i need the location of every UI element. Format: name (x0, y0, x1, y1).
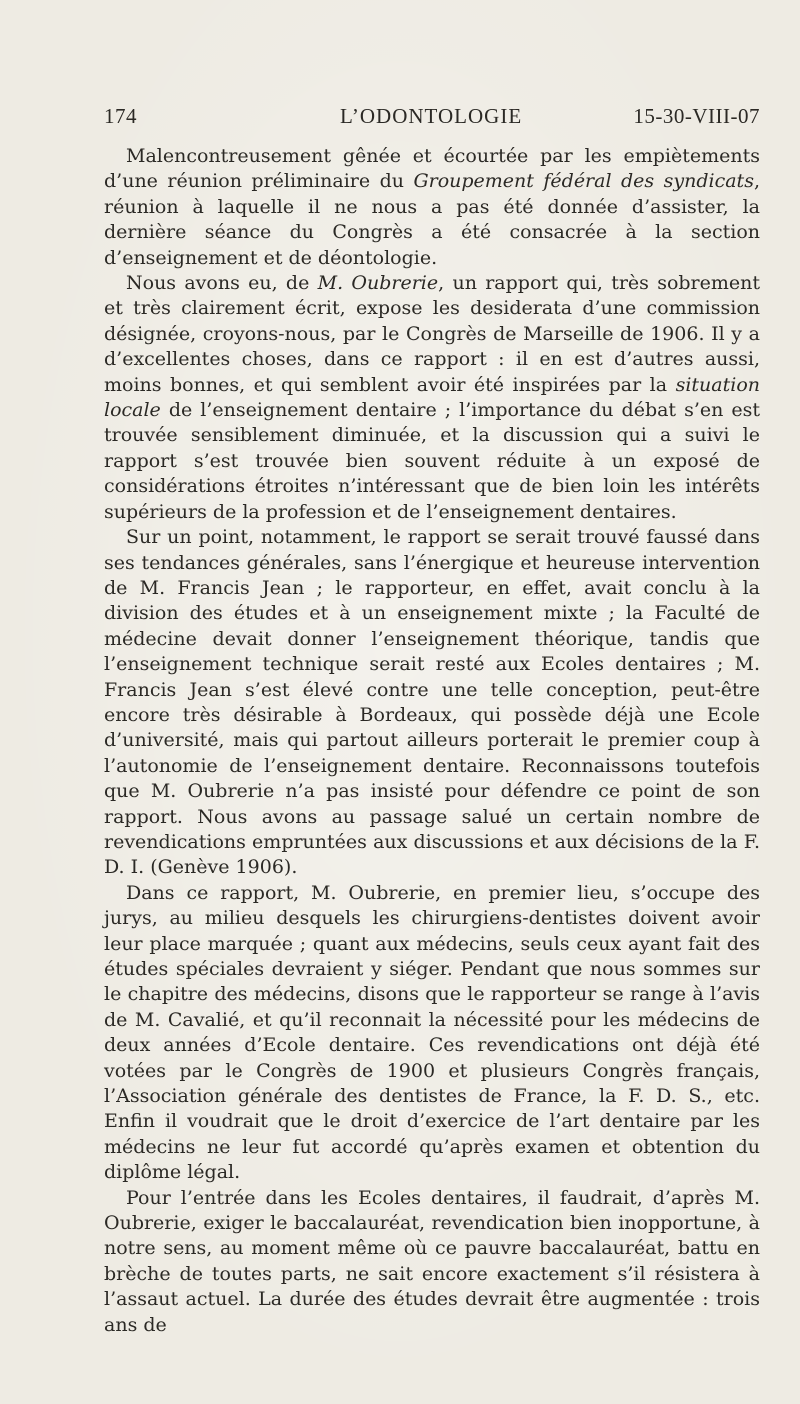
paragraph-text: , un rapport qui, très sobrement et très clairement écrit, expose les desiderata d’une commission désignée, croyons-nous, par le Congrès de Marseille de 1906. Il y a d’excellentes choses, dans ce rapport : il en est d’autres aussi, moins bonnes, et qui semblent avoir été inspirées par la (104, 272, 761, 396)
paragraph-text: , réunion à laquelle il ne nous a pas été donnée d’assister, la dernière séance du Congrès a été consacrée à la section d’enseignement et de déontologie. (104, 170, 760, 269)
italic-name: M. Oubrerie (317, 272, 439, 295)
paragraph-text: Malencontreusement gênée et écourtée par les empiètements d’une réunion préliminaire du (104, 145, 760, 193)
italic-phrase: Groupement fédéral des syndicats (413, 170, 754, 193)
paragraph-5 (104, 1186, 760, 1338)
paragraph-text: Dans ce rapport, M. Oubrerie, en premier lieu, s’occupe des jurys, au milieu desquels les chirurgiens-dentistes doivent avoir leur place marquée ; quant aux médecins, seuls ceux ayant fait des études spéciales devraient y siéger. Pendant que nous sommes sur le chapitre des médecins, disons que le rapporteur se range à l’avis de M. Cavalié, et qu’il reconnait la nécessité pour les médecins de deux années d’Ecole dentaire. Ces revendications ont déjà été votées par le Congrès de 1900 et plusieurs Congrès français, l’Association générale des dentistes de France, la F. D. S., etc. Enfin il voudrait que le droit d’exercice de l’art dentaire par les médecins ne leur fut accordé qu’après examen et obtention du diplôme légal. (104, 881, 760, 1184)
issue-date: 15-30-VIII-07 (633, 104, 760, 128)
paragraph-2 (104, 271, 760, 525)
italic-phrase: situation locale (104, 373, 760, 422)
paragraph-1 (104, 144, 760, 271)
page-number: 174 (104, 104, 137, 128)
paragraph-text: Nous avons eu, de (126, 272, 318, 295)
paragraph-4 (104, 881, 760, 1186)
journal-title: L’ODONTOLOGIE (340, 104, 523, 128)
paragraph-text: Pour l’entrée dans les Ecoles dentaires, il faudrait, d’après M. Oubrerie, exiger le baccalauréat, revendication bien inopportune, à notre sens, au moment même où ce pauvre baccalauréat, battu en brèche de toutes parts, ne sait encore exactement s’il résistera à l’assaut actuel. La durée des études devrait être augmentée : trois ans de (104, 1186, 760, 1336)
paragraph-text: de l’enseignement dentaire ; l’importance du débat s’en est trouvée sensiblement diminuée, et la discussion qui a suivi le rapport s’est trouvée bien souvent réduite à un exposé de considérations étroites n’intéressant que de bien loin les intérêts supérieurs de la profession et de l’enseignement dentaires. (104, 399, 760, 523)
body-text (104, 144, 760, 1338)
paragraph-3 (104, 525, 760, 881)
running-head (104, 104, 760, 134)
paragraph-text: Sur un point, notamment, le rapport se serait trouvé faussé dans ses tendances générales, sans l’énergique et heureuse intervention de M. Francis Jean ; le rapporteur, en effet, avait conclu à la division des études et à un enseignement mixte ; la Faculté de médecine devait donner l’enseignement théorique, tandis que l’enseignement technique serait resté aux Ecoles dentaires ; M. Francis Jean s’est élevé contre une telle conception, peut-être encore très désirable à Bordeaux, qui possède déjà une Ecole d’université, mais qui partout ailleurs porterait le premier coup à l’autonomie de l’enseignement dentaire. Reconnaissons toutefois que M. Oubrerie n’a pas insisté pour défendre ce point de son rapport. Nous avons au passage salué un certain nombre de revendications empruntées aux discussions et aux décisions de la F. D. I. (Genève 1906). (104, 526, 760, 879)
